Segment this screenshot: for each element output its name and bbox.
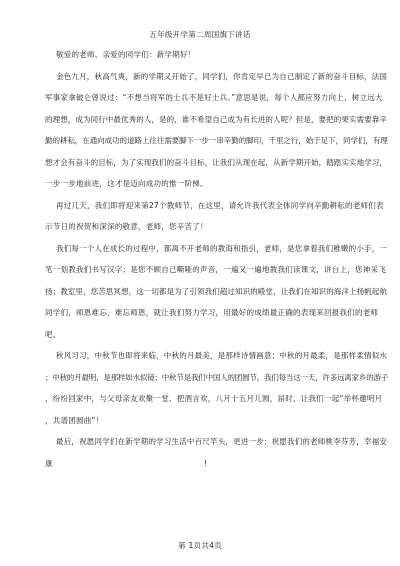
paragraph-line: 军事家拿破仑曾说过：“不想当将军的士兵不是好士兵。”意思是说，每个人都应努力向上，树立远大 xyxy=(45,93,383,102)
paragraph-line: 扬；教室里，您苦思冥想，这一切都是为了引领我们超过知识的殿堂，让我们在知识的海洋上扬帆起航 xyxy=(45,287,387,296)
paragraph-line: 勤的耕耘，在通向成功的道路上往往需要脚下一步一串辛勤的脚印，千里之行，始于足下，同学们，有理 xyxy=(45,136,388,145)
paragraph-line: 敬爱的老师、亲爱的同学们：新学期好！ xyxy=(56,50,196,59)
paragraph-line: 康 xyxy=(45,459,53,468)
paragraph-line: ，共谱团圆曲”！ xyxy=(45,416,104,425)
paragraph-line: 的理想，成为同行中最优秀的人，是的，谁不希望自己成为有长进的人呢？但是，要把的果实需要靠辛 xyxy=(45,115,387,124)
paragraph-line: 示节日的祝贺和深深的敬意，老师，您辛苦了！ xyxy=(45,222,208,231)
paragraph-line: 一步一步地前进，这才是迈向成功的惟一阶梯。 xyxy=(45,179,208,188)
paragraph-line: 我们每一个人在成长的过程中，都离不开老师的教诲和指引，老师，是您拿着我们稚嫩的小手，一 xyxy=(56,244,388,253)
paragraph-line: 最后，祝愿同学们在新学期的学习生活中百尺竿头，更进一步；祝愿我们的老师桃李芬芳，幸福安 xyxy=(56,437,388,446)
paragraph-line: ，纷纷回家中，与父母亲友欢聚一堂、把酒言欢，八月十五月儿圆，届时，让我们一起“举杯邀明月 xyxy=(45,394,383,403)
paragraph-line: 再过几天，我们即将迎来第27个教师节，在这里，请允许我代表全体同学向辛勤耕耘的老师们表 xyxy=(56,201,384,210)
page-footer: 第 1页共4页 xyxy=(177,541,223,550)
trailing-mark: ! xyxy=(204,459,208,468)
paragraph-line: 想才会有奋斗的目标，为了实现我们的奋斗目标，让我们从现在起，从新学期开始，踏踏实实地学习， xyxy=(45,158,387,167)
paragraph-line: 秋风习习，中秋节也即将来临，中秋的月最美，是那样诗情画意；中秋的月最柔，是那样柔情似水 xyxy=(56,351,388,360)
paragraph-line: 笔一划教我们书写汉字；是您不顾自己嘶哑的声音，一遍又一遍地教我们读课文，讲台上，您神采飞 xyxy=(45,265,386,274)
document-title: 五年级开学第二周国旗下讲话 xyxy=(149,30,251,39)
paragraph-line: 吧。 xyxy=(45,330,61,339)
paragraph-line: 金色九月，秋高气爽，新的学期又开始了，同学们，你肯定早已为自己制定了新的奋斗目标，法国 xyxy=(56,72,388,81)
paragraph-line: ；中秋的月最明，是那样如水似镜；中秋节是我们中国人的团圆节，我们每当这一天，许多远离家乡的游子 xyxy=(45,373,389,382)
paragraph-line: 同学们，师恩难忘，难忘师恩，就让我们努力学习，用最好的成绩最正确的表现来回报我们的老师 xyxy=(45,308,379,317)
